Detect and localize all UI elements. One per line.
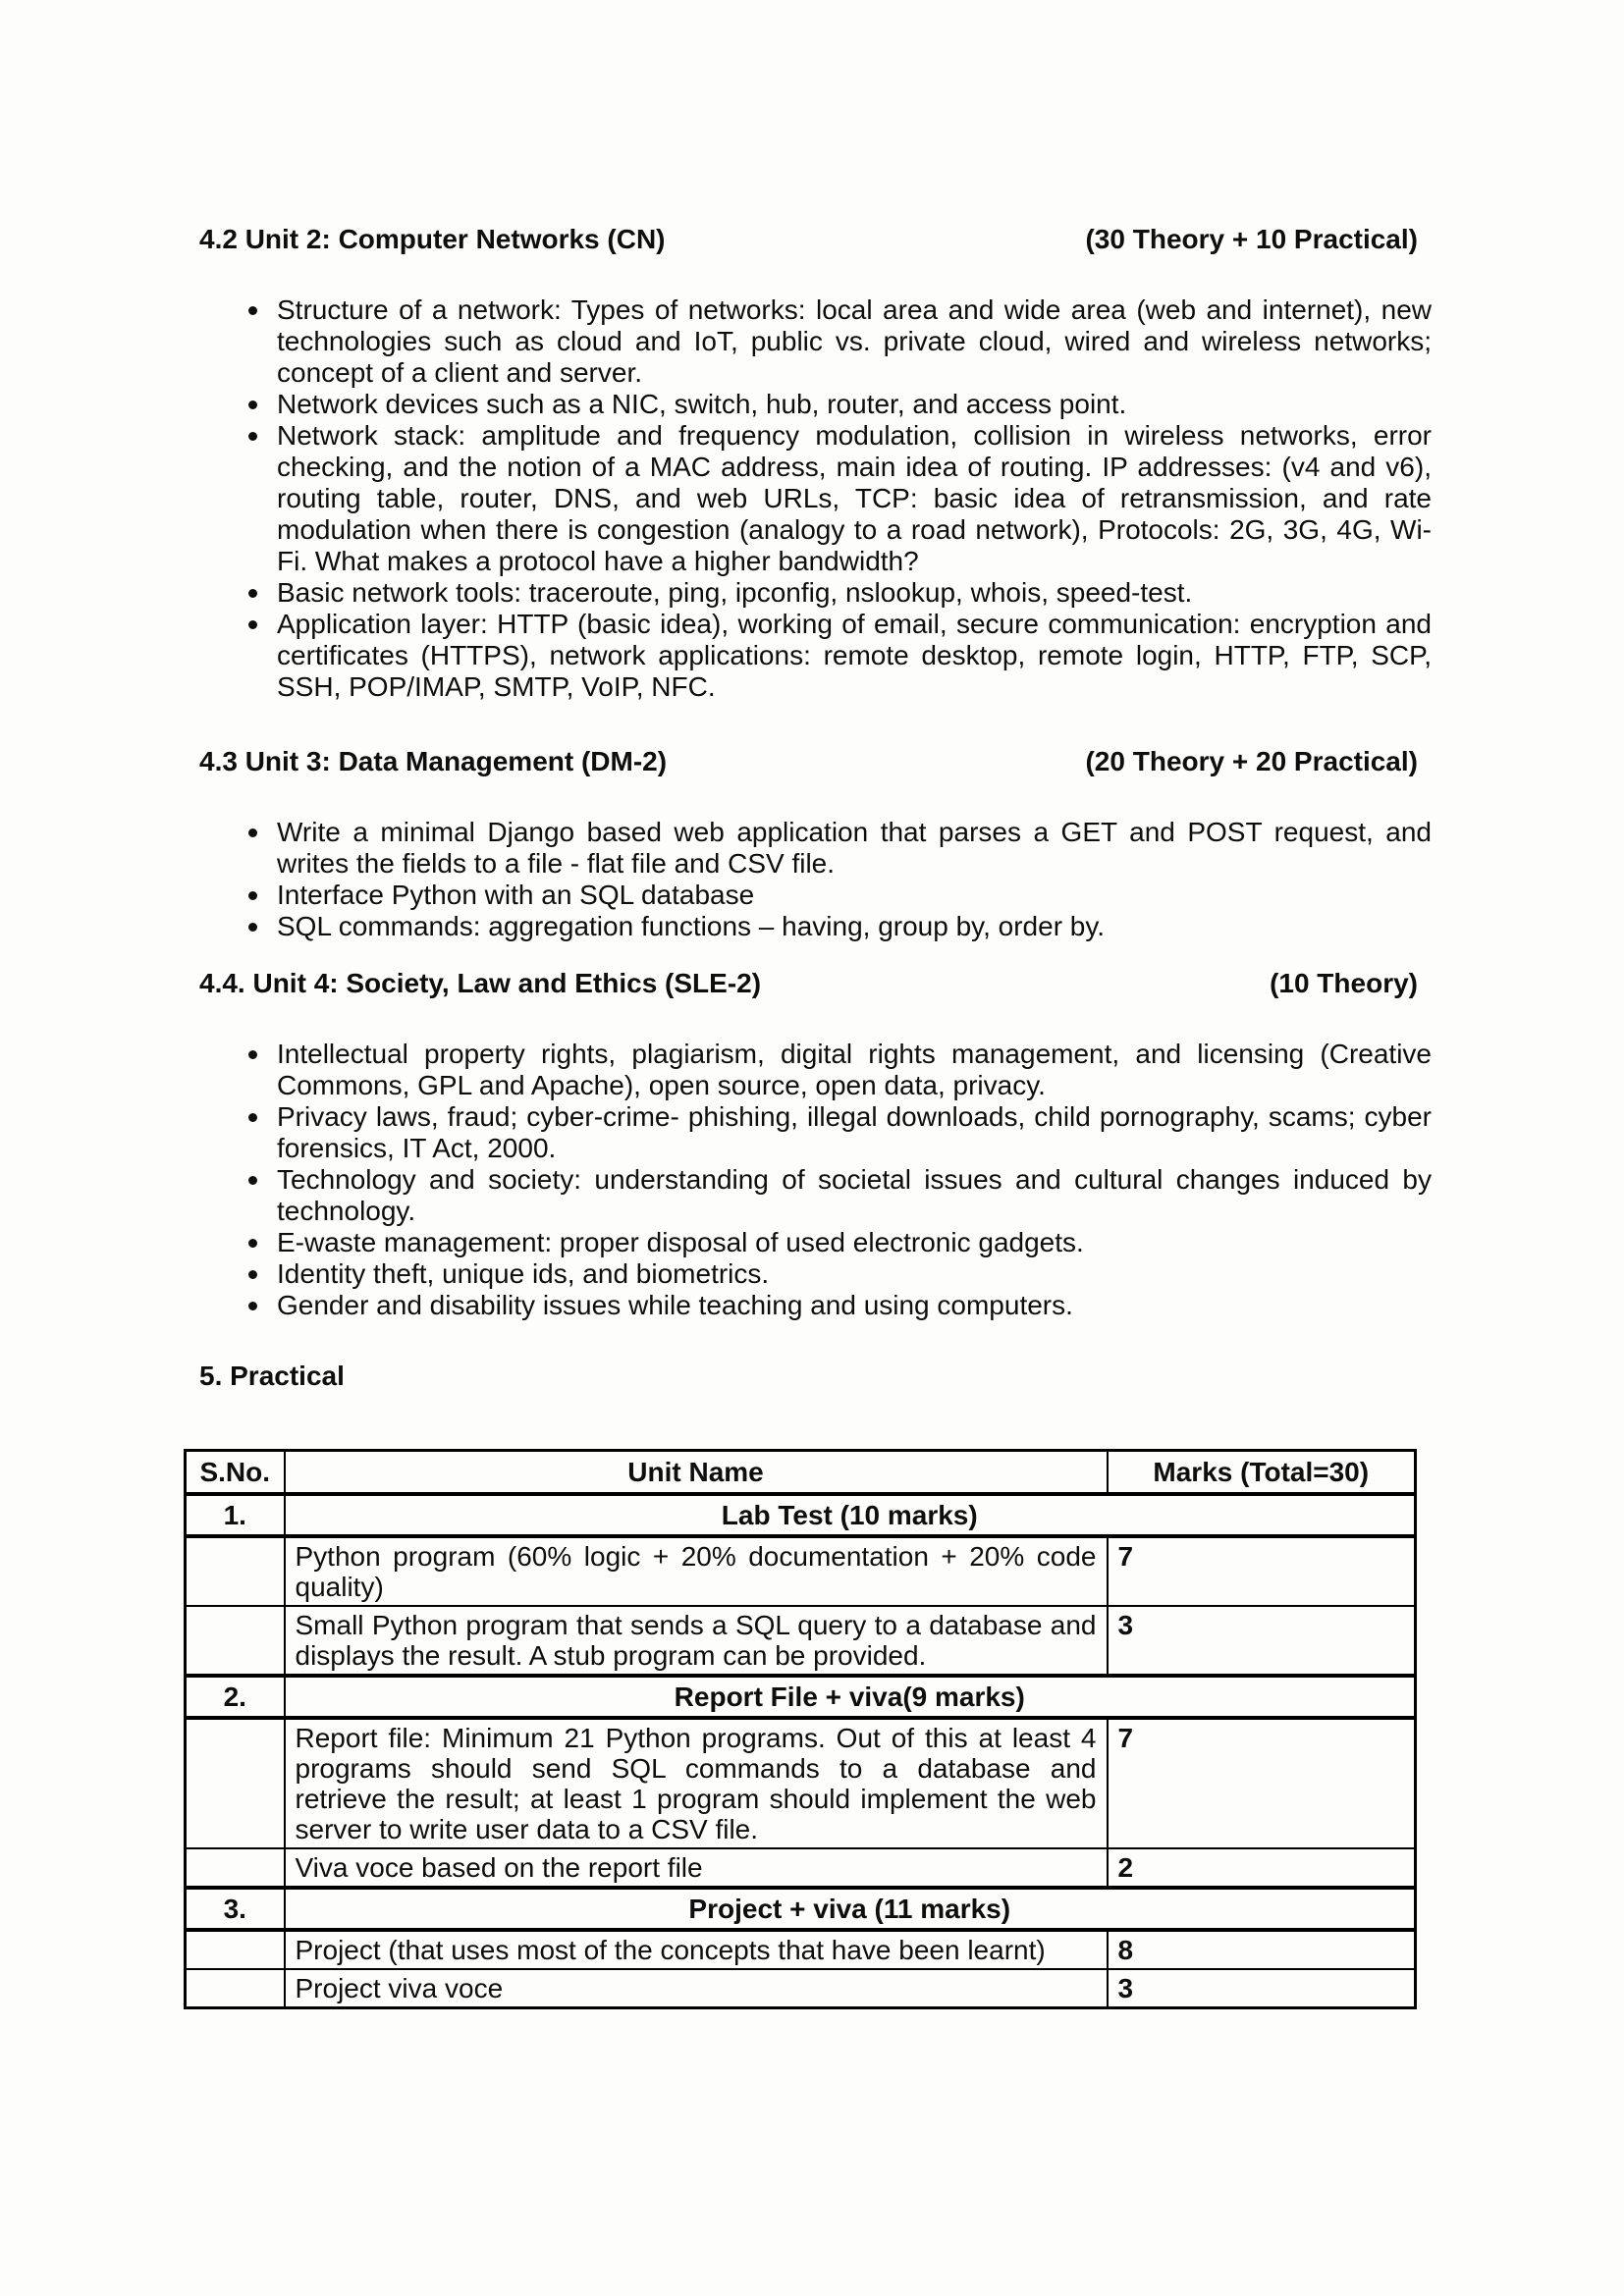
table-header-row [186, 1451, 1416, 1495]
table-row [186, 1930, 1416, 1969]
subheader-label-cell: Project + viva (11 marks) [285, 1888, 1416, 1930]
subheader-label-cell: Lab Test (10 marks) [285, 1494, 1416, 1536]
section-heading-unit-3 [199, 746, 1432, 777]
column-header-unit-name: Unit Name [285, 1451, 1108, 1495]
practical-table-wrapper [184, 1449, 1432, 2009]
bullet-item: Basic network tools: traceroute, ping, ipconfig, nslookup, whois, speed-test. [277, 577, 1432, 609]
bullet-item: Gender and disability issues while teaching and using computers. [277, 1290, 1432, 1321]
marks-cell: 7 [1108, 1536, 1416, 1606]
section-unit-3-data-management [199, 746, 1432, 942]
bullet-item: Network devices such as a NIC, switch, hub, router, and access point. [277, 389, 1432, 420]
bullet-item: Technology and society: understanding of societal issues and cultural changes induced by technology. [277, 1164, 1432, 1226]
sno-cell: 2. [186, 1676, 285, 1718]
sno-cell [186, 1848, 285, 1888]
bullet-item: Intellectual property rights, plagiarism, digital rights management, and licensing (Creative Commons, GPL and Apache), open source, open data, privacy. [277, 1039, 1432, 1100]
sno-cell: 3. [186, 1888, 285, 1930]
section-heading-unit-2 [199, 224, 1432, 255]
section-heading-unit-4 [199, 968, 1432, 999]
bullet-list-unit-3 [199, 817, 1432, 942]
bullet-list-unit-2 [199, 294, 1432, 703]
section-title: 5. Practical [199, 1361, 345, 1391]
bullet-item: Identity theft, unique ids, and biometrics. [277, 1258, 1432, 1290]
table-row [186, 1718, 1416, 1848]
column-header-sno: S.No. [186, 1451, 285, 1495]
section-title: 4.3 Unit 3: Data Management (DM-2) [199, 746, 668, 776]
bullet-item: Interface Python with an SQL database [277, 880, 1432, 911]
unit-name-cell: Small Python program that sends a SQL query to a database and displays the result. A stub program can be provided. [285, 1606, 1108, 1676]
sno-cell: 1. [186, 1494, 285, 1536]
table-row [186, 1969, 1416, 2008]
section-marks: (30 Theory + 10 Practical) [1085, 224, 1418, 254]
section-unit-2-computer-networks [199, 224, 1432, 703]
marks-cell: 2 [1108, 1848, 1416, 1888]
bullet-item: Network stack: amplitude and frequency modulation, collision in wireless networks, error checking, and the notion of a MAC address, main idea of routing. IP addresses: (v4 and v6), routing table, router, DNS, and web URLs, TCP: basic idea of retransmission, and rate modulation when there is congestion (analogy to a road network), Protocols: 2G, 3G, 4G, Wi-Fi. What makes a protocol have a higher bandwidth? [277, 420, 1432, 576]
table-row [186, 1606, 1416, 1676]
sno-cell [186, 1606, 285, 1676]
bullet-item: Privacy laws, fraud; cyber-crime- phishing, illegal downloads, child pornography, scams; cyber forensics, IT Act, 2000. [277, 1101, 1432, 1163]
table-row [186, 1536, 1416, 1606]
section-heading-practical [199, 1361, 1432, 1392]
section-marks: (20 Theory + 20 Practical) [1085, 746, 1418, 776]
unit-name-cell: Report file: Minimum 21 Python programs. Out of this at least 4 programs should send SQL commands to a database and retrieve the result; at least 1 program should implement the web server to write user data to a CSV file. [285, 1718, 1108, 1848]
bullet-item: Application layer: HTTP (basic idea), working of email, secure communication: encryption and certificates (HTTPS), network applications: remote desktop, remote login, HTTP, FTP, SCP, SSH, POP/IMAP, SMTP, VoIP, NFC. [277, 609, 1432, 702]
table-row [186, 1848, 1416, 1888]
marks-cell: 3 [1108, 1606, 1416, 1676]
column-header-marks: Marks (Total=30) [1108, 1451, 1416, 1495]
sno-cell [186, 1718, 285, 1848]
marks-cell: 8 [1108, 1930, 1416, 1969]
subheader-label-cell: Report File + viva(9 marks) [285, 1676, 1416, 1718]
table-row-subheader-report-file [186, 1676, 1416, 1718]
section-title: 4.4. Unit 4: Society, Law and Ethics (SLE-2) [199, 968, 762, 998]
bullet-item: Structure of a network: Types of networks: local area and wide area (web and internet), new technologies such as cloud and IoT, public vs. private cloud, wired and wireless networks; concept of a client and server. [277, 294, 1432, 388]
sno-cell [186, 1930, 285, 1969]
section-marks: (10 Theory) [1270, 968, 1418, 998]
table-row-subheader-lab-test [186, 1494, 1416, 1536]
marks-cell: 3 [1108, 1969, 1416, 2008]
unit-name-cell: Project viva voce [285, 1969, 1108, 2008]
bullet-item: E-waste management: proper disposal of used electronic gadgets. [277, 1227, 1432, 1258]
unit-name-cell: Project (that uses most of the concepts that have been learnt) [285, 1930, 1108, 1969]
section-unit-4-society-law-ethics [199, 968, 1432, 1321]
sno-cell [186, 1969, 285, 2008]
section-title: 4.2 Unit 2: Computer Networks (CN) [199, 224, 666, 254]
bullet-item: Write a minimal Django based web application that parses a GET and POST request, and writes the fields to a file - flat file and CSV file. [277, 817, 1432, 879]
table-row-subheader-project [186, 1888, 1416, 1930]
unit-name-cell: Viva voce based on the report file [285, 1848, 1108, 1888]
bullet-item: SQL commands: aggregation functions – having, group by, order by. [277, 911, 1432, 942]
unit-name-cell: Python program (60% logic + 20% documentation + 20% code quality) [285, 1536, 1108, 1606]
sno-cell [186, 1536, 285, 1606]
marks-cell: 7 [1108, 1718, 1416, 1848]
practical-marks-table [184, 1449, 1417, 2009]
section-practical [199, 1361, 1432, 2009]
bullet-list-unit-4 [199, 1039, 1432, 1321]
